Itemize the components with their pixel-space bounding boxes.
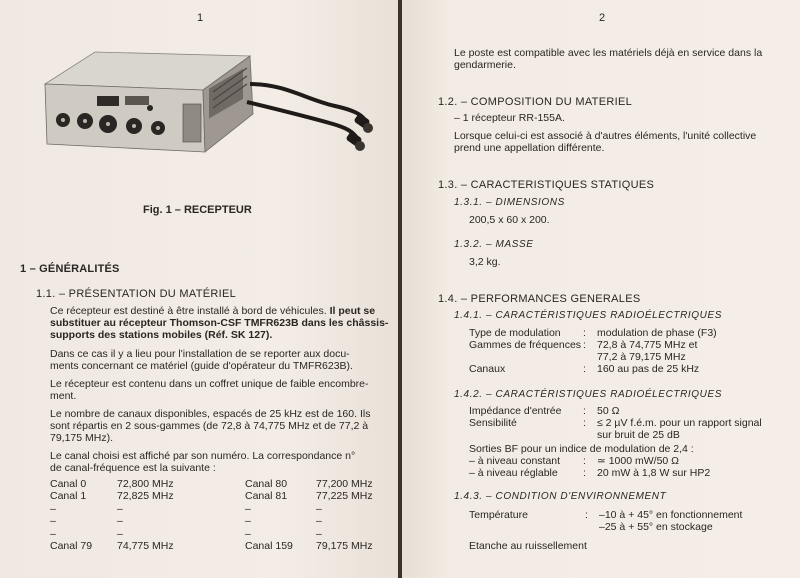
paragraph-line: Lorsque celui-ci est associé à d'autres éléments, l'unité collective — [454, 130, 757, 142]
list-item: – 1 récepteur RR-155A. — [454, 112, 565, 124]
table-cell: – — [316, 527, 322, 540]
figure-caption: Fig. 1 – RECEPTEUR — [143, 204, 252, 216]
paragraph-line: supports des stations mobiles (Réf. SK 127). — [50, 329, 273, 341]
spec-separator: : — [583, 417, 586, 429]
paragraph-line: 79,175 MHz). — [50, 432, 114, 444]
paragraph-line: ment. — [50, 390, 77, 402]
spec-value: sur bruit de 25 dB — [597, 429, 680, 441]
paragraph-line: Le canal choisi est affiché par son numéro. La correspondance n° — [50, 450, 356, 462]
subsection-title: 1.4.1. – CARACTÉRISTIQUES RADIOÉLECTRIQUES — [454, 310, 723, 321]
paragraph-line: Sorties BF pour un indice de modulation de 2,4 : — [469, 443, 694, 455]
table-cell: – — [245, 527, 251, 540]
value-text: 3,2 kg. — [469, 256, 501, 268]
paragraph-line — [50, 305, 375, 317]
spec-separator: : — [583, 467, 586, 479]
spec-separator: : — [583, 339, 586, 351]
table-cell: 79,175 MHz — [316, 540, 373, 552]
spec-label: Gammes de fréquences — [469, 339, 582, 351]
spec-label: Sensibilité — [469, 417, 517, 429]
spec-label: Canaux — [469, 363, 506, 375]
paragraph-line: prend une appellation différente. — [454, 142, 605, 154]
paragraph-line: de canal-fréquence est la suivante : — [50, 462, 216, 474]
spec-value: ≃ 1000 mW/50 Ω — [597, 455, 680, 467]
paragraph-line: Etanche au ruissellement — [469, 540, 587, 552]
table-cell: – — [316, 502, 322, 515]
spec-label: Type de modulation — [469, 327, 561, 339]
receiver-illustration — [35, 44, 380, 162]
subsection-title: 1.3.2. – MASSE — [454, 239, 534, 250]
value-text: 200,5 x 60 x 200. — [469, 214, 550, 226]
table-cell: – — [245, 515, 251, 528]
paragraph-line: Le récepteur est contenu dans un coffret unique de faible encombre- — [50, 378, 369, 390]
paragraph-line: substituer au récepteur Thomson-CSF TMFR623B dans les châssis- — [50, 317, 389, 329]
spec-value: 20 mW à 1,8 W sur HP2 — [597, 467, 711, 479]
page-number: 1 — [197, 12, 204, 24]
table-cell: – — [50, 502, 56, 515]
table-cell: Canal 1 — [50, 490, 87, 503]
table-cell: – — [117, 527, 123, 540]
spec-separator: : — [583, 455, 586, 467]
subsection-title: 1.4.3. – CONDITION D'ENVIRONNEMENT — [454, 491, 667, 502]
paragraph-line: Dans ce cas il y a lieu pour l'installation de se reporter aux docu- — [50, 348, 350, 360]
right-page — [402, 0, 800, 578]
table-cell: 77,200 MHz — [316, 478, 373, 490]
table-cell: – — [117, 502, 123, 515]
section-title: 1.2. – COMPOSITION DU MATERIEL — [438, 96, 632, 108]
section-title: 1.3. – CARACTERISTIQUES STATIQUES — [438, 179, 655, 191]
spec-separator: : — [583, 363, 586, 375]
spec-value: 50 Ω — [597, 405, 620, 417]
table-cell: 72,800 MHz — [117, 478, 174, 490]
spec-value: 77,2 à 79,175 MHz — [597, 351, 686, 363]
page-number: 2 — [599, 12, 606, 24]
table-cell: 72,825 MHz — [117, 490, 174, 503]
subsection-title: 1.4.2. – CARACTÉRISTIQUES RADIOÉLECTRIQUES — [454, 389, 723, 400]
table-cell: – — [50, 515, 56, 528]
table-cell: – — [245, 502, 251, 515]
table-cell: Canal 159 — [245, 540, 293, 552]
section-title: 1.4. – PERFORMANCES GENERALES — [438, 293, 641, 305]
table-cell: 77,225 MHz — [316, 490, 373, 503]
spec-value: 72,8 à 74,775 MHz et — [597, 339, 698, 351]
spec-label: Température — [469, 509, 528, 521]
left-page — [0, 0, 398, 578]
spec-separator: : — [583, 405, 586, 417]
paragraph-line: sont répartis en 2 sous-gammes (de 72,8 à 74,775 MHz et de 77,2 à — [50, 420, 369, 432]
table-cell: Canal 0 — [50, 478, 87, 490]
spec-value: –10 à + 45° en fonctionnement — [599, 509, 743, 521]
spec-separator: : — [583, 327, 586, 339]
subsection-title: 1.3.1. – DIMENSIONS — [454, 197, 565, 208]
table-cell: – — [316, 515, 322, 528]
paragraph-line: Le nombre de canaux disponibles, espacés de 25 kHz est de 160. Ils — [50, 408, 371, 420]
spec-value: –25 à + 55° en stockage — [599, 521, 713, 533]
subsection-title: 1.1. – PRÉSENTATION DU MATÉRIEL — [36, 288, 237, 300]
paragraph-line: ments concernant ce matériel (guide d'opérateur du TMFR623B). — [50, 360, 353, 372]
table-cell: Canal 80 — [245, 478, 288, 490]
paragraph-line: Le poste est compatible avec les matériels déjà en service dans la — [454, 47, 763, 59]
spec-label: – à niveau constant — [469, 455, 561, 467]
section-title: 1 – GÉNÉRALITÉS — [20, 263, 120, 275]
spec-label: – à niveau réglable — [469, 467, 558, 479]
table-cell: 74,775 MHz — [117, 540, 174, 552]
spec-value: 160 au pas de 25 kHz — [597, 363, 700, 375]
paragraph-line: gendarmerie. — [454, 59, 516, 71]
table-cell: Canal 79 — [50, 540, 93, 552]
table-cell: – — [50, 527, 56, 540]
paragraph-text: Ce récepteur est destiné à être installé à bord de véhicules. — [50, 305, 327, 317]
spec-separator: : — [585, 509, 588, 521]
spec-value: modulation de phase (F3) — [597, 327, 717, 339]
spec-label: Impédance d'entrée — [469, 405, 562, 417]
paragraph-bold-text: Il peut se — [329, 305, 376, 317]
table-cell: Canal 81 — [245, 490, 288, 503]
table-cell: – — [117, 515, 123, 528]
spec-value: ≤ 2 µV f.é.m. pour un rapport signal — [597, 417, 762, 429]
